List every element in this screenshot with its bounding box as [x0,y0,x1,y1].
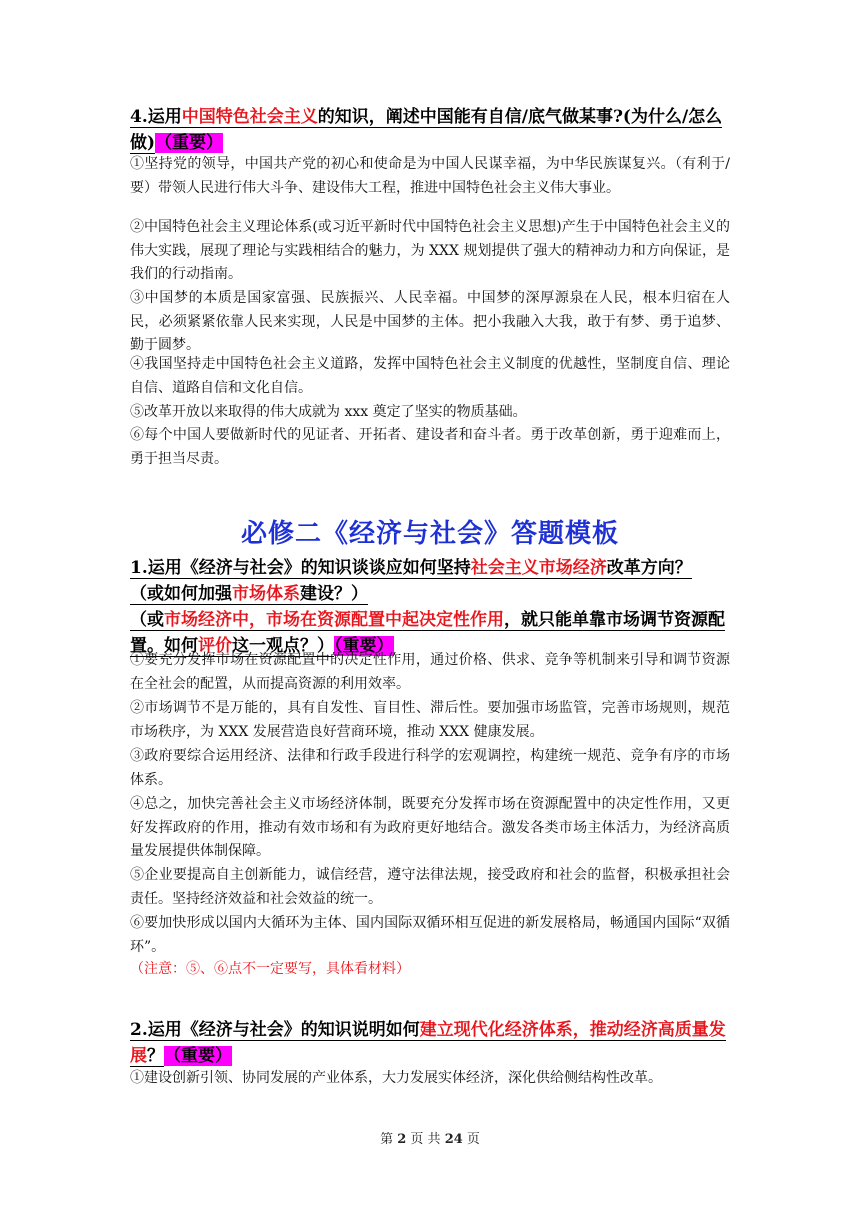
important-tag: （重要） [164,1046,232,1066]
paragraph: ①建设创新引领、协同发展的产业体系，大力发展实体经济，深化供给侧结构性改革。 [130,1070,662,1086]
question-1-heading: 1.运用《经济与社会》的知识谈谈应如何坚持社会主义市场经济改革方向？ （或如何加强市场体系建设？） （或市场经济中，市场在资源配置中起决定性作用，就只能单靠市场调节资源配置。如何评价这一观点？）（重要） [130,558,725,656]
note-text: （注意：⑤、⑥点不一定要写，具体看材料） [130,961,410,977]
paragraph: ①要充分发挥市场在资源配置中的决定性作用，通过价格、供求、竞争等机制来引导和调节资源在全社会的配置，从而提高资源的利用效率。 [130,652,730,692]
question-2-heading: 2.运用《经济与社会》的知识说明如何建立现代化经济体系，推动经济高质量发展？（重要） [130,1020,726,1066]
paragraph: ②市场调节不是万能的，具有自发性、盲目性、滞后性。要加强市场监管，完善市场规则，规范市场秩序，为 XXX 发展营造良好营商环境，推动 XXX 健康发展。 [130,700,730,740]
current-page-number: 2 [397,1132,407,1147]
paragraph: ④我国坚持走中国特色社会主义道路，发挥中国特色社会主义制度的优越性，坚制度自信、理论自信、道路自信和文化自信。 [130,356,730,396]
total-pages: 24 [444,1132,463,1147]
paragraph: ③政府要综合运用经济、法律和行政手段进行科学的宏观调控，构建统一规范、竞争有序的市场体系。 [130,748,730,788]
paragraph: ④总之，加快完善社会主义市场经济体制，既要充分发挥市场在资源配置中的决定性作用，又更好发挥政府的作用，推动有效市场和有为政府更好地结合。激发各类市场主体活力，为经济高质量发展提供体制保障。 [130,796,730,859]
question-4-heading [130,104,730,156]
paragraph: ⑥要加快形成以国内大循环为主体、国内国际双循环相互促进的新发展格局，畅通国内国际“双循环”。 [130,915,730,955]
paragraph: ⑤改革开放以来取得的伟大成就为 xxx 奠定了坚实的物质基础。 [130,404,527,420]
important-tag: （重要） [155,133,224,153]
page-footer: 第 2 页 共 24 页 [380,1132,480,1147]
important-tag: （重要） [334,636,394,656]
paragraph: ①坚持党的领导，中国共产党的初心和使命是为中国人民谋幸福，为中华民族谋复兴。（有利于/要）带领人民进行伟大斗争、建设伟大工程，推进中国特色社会主义伟大事业。 [130,156,730,196]
question-4-text: 4.运用中国特色社会主义的知识，阐述中国能有自信/底气做某事?(为什么/怎么做) [130,107,723,153]
paragraph: ③中国梦的本质是国家富强、民族振兴、人民幸福。中国梦的深厚源泉在人民，根本归宿在人民，必须紧紧依靠人民来实现，人民是中国梦的主体。把小我融入大我，敢于有梦、勇于追梦、勤于圆梦。 [130,290,730,353]
paragraph: ⑥每个中国人要做新时代的见证者、开拓者、建设者和奋斗者。勇于改革创新，勇于迎难而上，勇于担当尽责。 [130,427,730,467]
paragraph: ②中国特色社会主义理论体系(或习近平新时代中国特色社会主义思想)产生于中国特色社会主义的伟大实践，展现了理论与实践相结合的魅力，为 XXX 规划提供了强大的精神动力和方向保证，是我们的行动指南。 [130,219,730,282]
paragraph: ⑤企业要提高自主创新能力，诚信经营，遵守法律法规，接受政府和社会的监督，积极承担社会责任。坚持经济效益和社会效益的统一。 [130,867,730,907]
section-title: 必修二《经济与社会》答题模板 [240,519,619,549]
